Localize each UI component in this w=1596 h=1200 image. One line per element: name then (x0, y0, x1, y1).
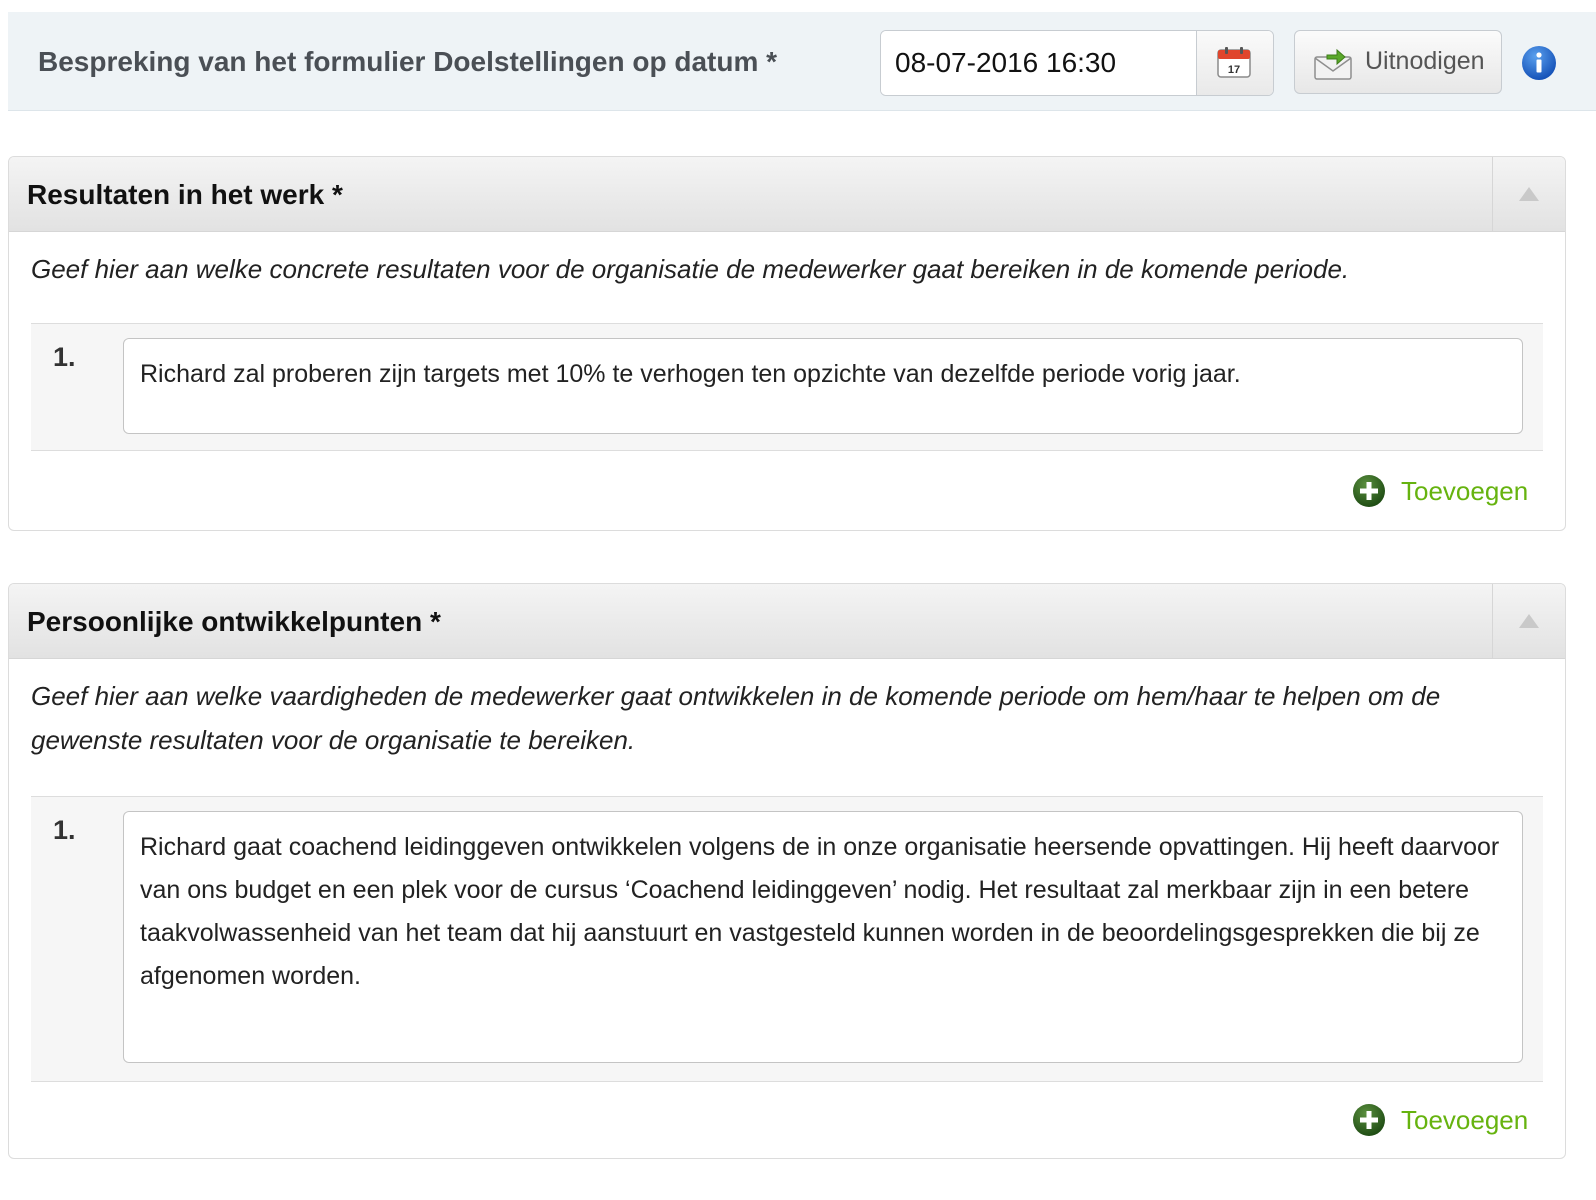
invite-label: Uitnodigen (1365, 47, 1485, 75)
collapse-up-icon (1517, 612, 1541, 630)
section-development (8, 583, 1566, 1159)
section-title: Resultaten in het werk * (27, 179, 343, 210)
form-header-bar (8, 12, 1596, 111)
date-input[interactable] (881, 31, 1191, 95)
add-button[interactable] (1351, 1102, 1531, 1138)
section-header (9, 157, 1565, 232)
add-circle-icon (1351, 473, 1387, 509)
list-item (31, 796, 1543, 1082)
list-item (31, 323, 1543, 451)
section-description: Geef hier aan welke concrete resultaten voor de organisatie de medewerker gaat bereiken in de komende periode. (31, 254, 1350, 284)
section-results (8, 156, 1566, 531)
add-label: Toevoegen (1401, 1105, 1529, 1135)
item-text-field[interactable] (123, 811, 1523, 1063)
section-header (9, 584, 1565, 659)
add-label: Toevoegen (1401, 476, 1529, 506)
item-text-field[interactable] (123, 338, 1523, 434)
calendar-button[interactable] (1196, 31, 1273, 95)
svg-text:17: 17 (1227, 64, 1241, 76)
item-number: 1. (53, 815, 76, 845)
add-button[interactable] (1351, 473, 1531, 509)
invite-button[interactable] (1294, 30, 1502, 94)
collapse-button[interactable] (1492, 157, 1565, 231)
mail-send-icon (1313, 45, 1353, 81)
date-picker (880, 30, 1274, 96)
collapse-up-icon (1517, 185, 1541, 203)
section-title: Persoonlijke ontwikkelpunten * (27, 606, 441, 637)
form-date-label: Bespreking van het formulier Doelstellingen op datum * (38, 46, 778, 77)
item-number: 1. (53, 342, 76, 372)
section-description: Geef hier aan welke vaardigheden de medewerker gaat ontwikkelen in de komende periode om hem/haar te helpen om de gewenste resultaten voor de organisatie te bereiken. (31, 681, 1441, 755)
info-icon[interactable] (1520, 44, 1558, 82)
calendar-icon (1217, 46, 1251, 78)
collapse-button[interactable] (1492, 584, 1565, 658)
add-circle-icon (1351, 1102, 1387, 1138)
